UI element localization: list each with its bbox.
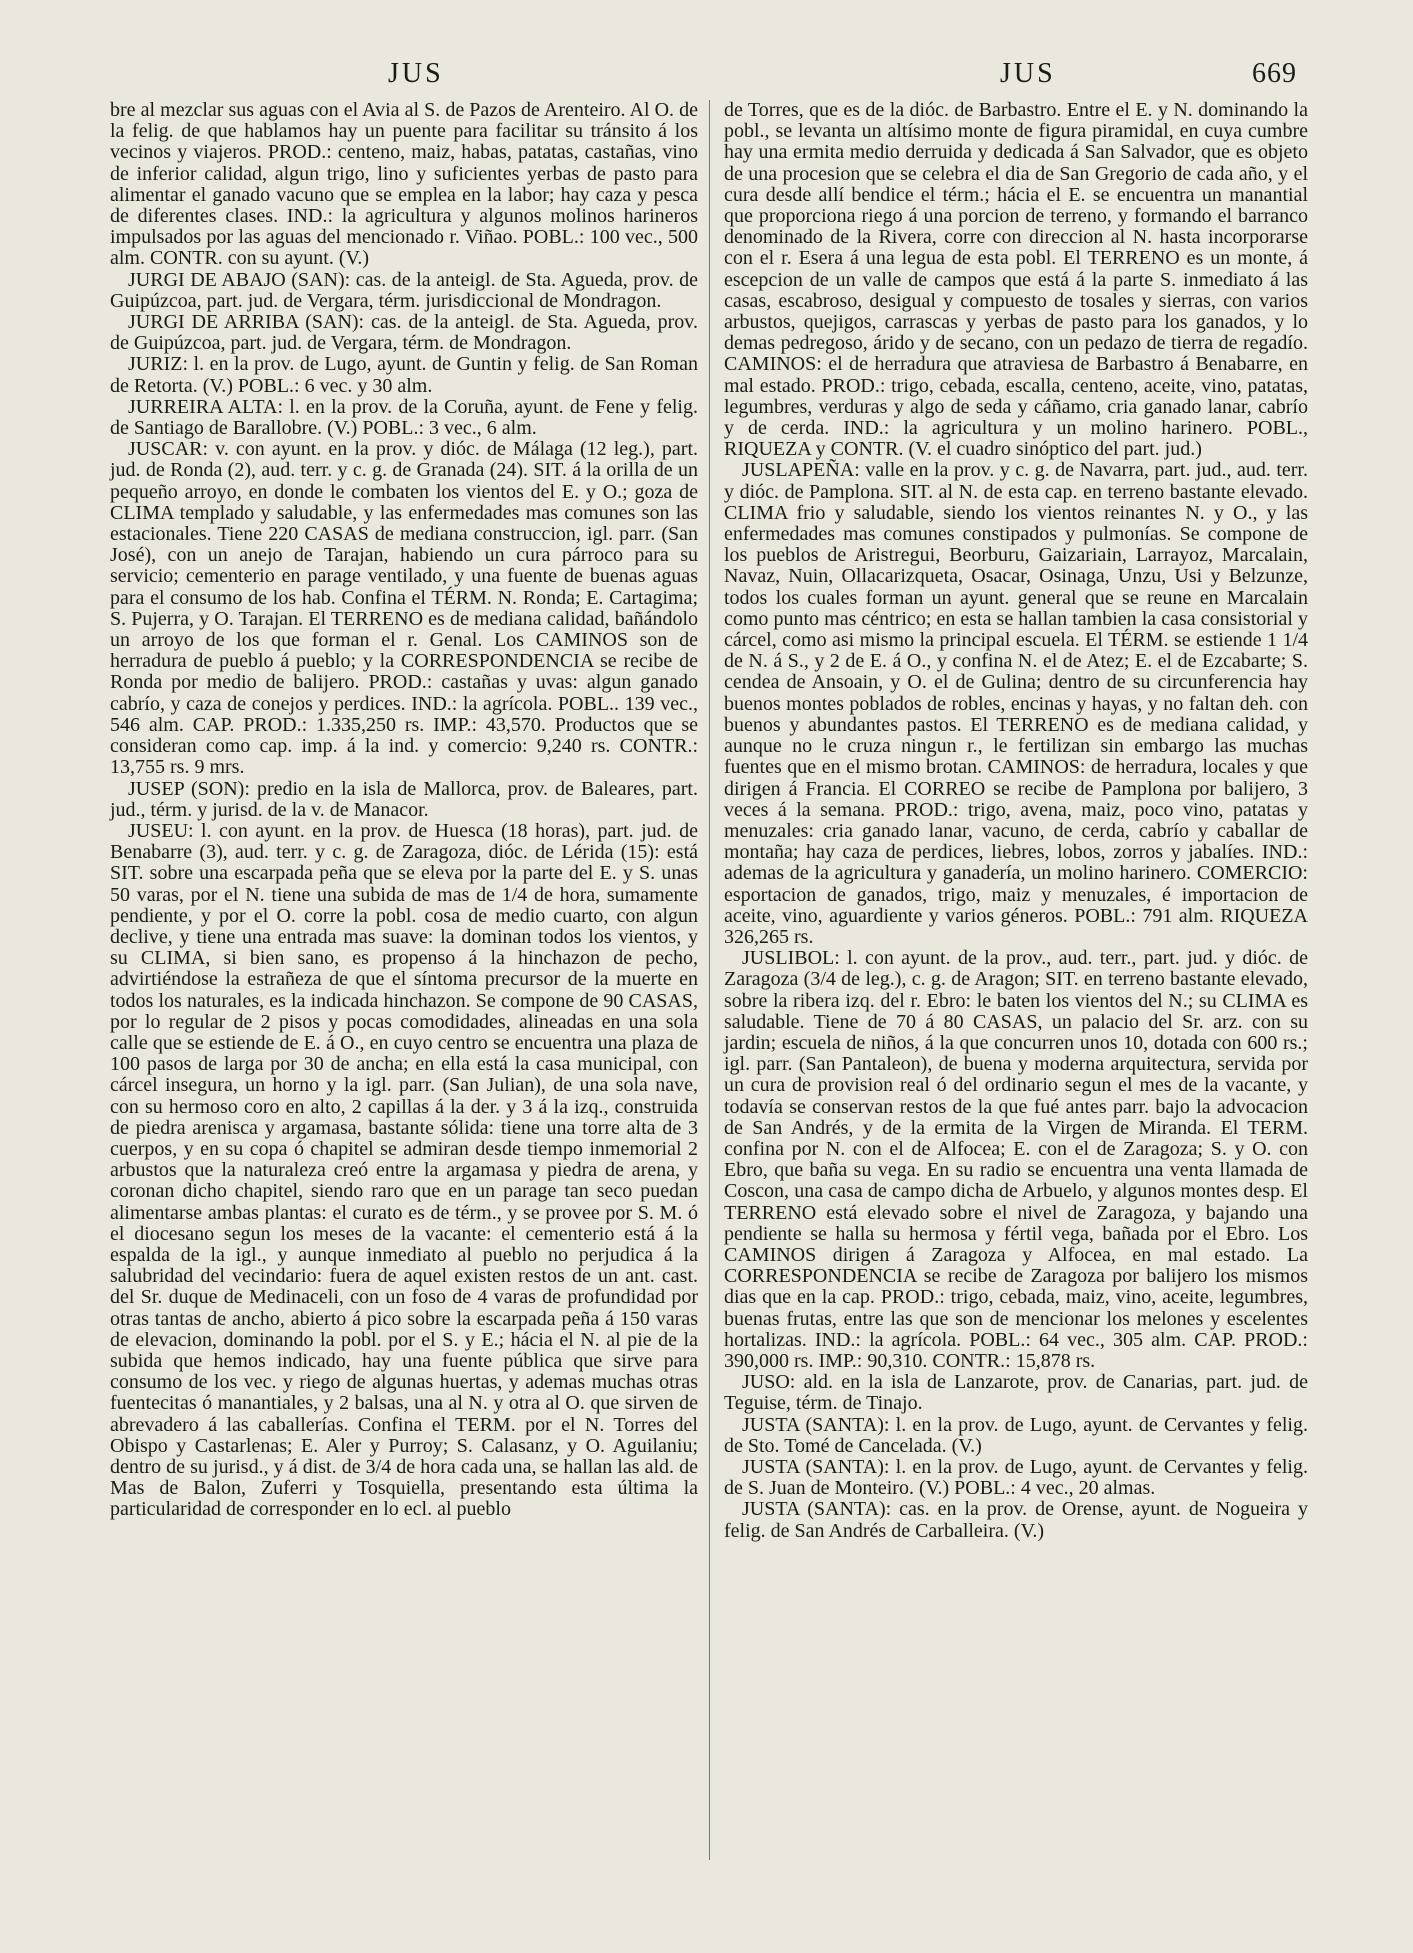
entry-juseu: JUSEU: l. con ayunt. en la prov. de Huesca (18 horas), part. jud. de Benabarre (3), aud. terr. y c. g. de Zaragoza, dióc. de Lérida (15): está SIT. sobre una escarpada peña que se eleva por la parte del E. y S. unas 50 varas, por el N. tiene una subida de mas de 1/4 de hora, sumamente pendiente, y por el O. corre la pobl. cosa de medio cuarto, con algun declive, y tiene una entrada mas suave: la dominan todos los vientos, y su CLIMA, si bien sano, es propenso á la hinchazon de pecho, advirtiéndose la estrañeza de que el síntoma precursor de la muerte en todos los naturales, es la indicada hinchazon. Se compone de 90 CASAS, por lo regular de 2 pisos y pocas comodidades, alineadas en una sola calle que se estiende de E. á O., en cuyo centro se encuentra una plaza de 100 pasos de larga por 30 de ancha; en ella está la casa municipal, con cárcel insegura, un horno y la igl. parr. (San Julian), de una sola nave, con su hermoso coro en alto, 2 capillas á la der. y 3 á la izq., construida de piedra arenisca y argamasa, bastante sólida: tiene una torre alta de 3 cuerpos, y en su copa ó chapitel se admiran desde tiempo inmemorial 2 arbustos que la naturaleza creó entre la argamasa y piedra de arena, y coronan dicho chapitel, siendo raro que en un parage tan seco puedan alimentarse ambas plantas: el curato es de térm., y se provee por S. M. ó el diocesano segun los meses de la vacante: el cementerio está á la espalda de la igl., y aunque inmediato al pueblo no perjudica á la salubridad del vecindario: fuera de aquel existen restos de un ant. cast. del Sr. duque de Medinaceli, con un foso de 4 varas de profundidad por otras tantas de ancho, abierto á pico sobre la escarpada peña á 150 varas de elevacion, dominando la pobl. por el S. y E.; hácia el N. al pie de la subida que hemos indicado, hay una fuente pública que sirve para consumo de los vec. y riego de algunas huertas, y ademas muchas otras fuentecitas ó manantiales, y 2 balsas, una al N. y otra al O. que sirven de abrevadero á las caballerías. Confina el TERM. por el N. Torres del Obispo y Castarlenas; E. Aler y Purroy; S. Calasanz, y O. Aguilaniu; dentro de su jurisd., y á dist. de 3/4 de hora cada una, se hallan las ald. de Mas de Balon, Zuferri y Tosquiella, presentando esta última la particularidad de corresponder en lo ecl. al pueblo [110, 819, 698, 1521]
right-headword: JUS [1000, 58, 1056, 89]
page-number: 669 [1252, 58, 1297, 89]
entry-justa-monteiro: JUSTA (SANTA): l. en la prov. de Lugo, ayunt. de Cervantes y felig. de S. Juan de Monteiro. (V.) POBL.: 4 vec., 20 almas. [724, 1456, 1308, 1500]
running-header [0, 58, 1413, 98]
entry-jurgi-de-arriba: JURGI DE ARRIBA (SAN): cas. de la anteigl. de Sta. Agueda, prov. de Guipúzcoa, part. jud. de Vergara, térm. de Mondragon. [110, 311, 698, 355]
right-column [724, 100, 1308, 1542]
entry-juriz: JURIZ: l. en la prov. de Lugo, ayunt. de Guntin y felig. de San Roman de Retorta. (V.) POBL.: 6 vec. y 30 alm. [110, 353, 698, 397]
entry-jurgi-de-abajo: JURGI DE ABAJO (SAN): cas. de la anteigl. de Sta. Agueda, prov. de Guipúzcoa, part. jud. de Vergara, térm. jurisdiccional de Mondragon. [110, 268, 698, 312]
column-rule [709, 100, 710, 1860]
entry-continuation: bre al mezclar sus aguas con el Avia al S. de Pazos de Arenteiro. Al O. de la felig. de que hablamos hay un puente para facilitar su tránsito á los vecinos y viajeros. PROD.: centeno, maiz, habas, patatas, castañas, vino de inferior calidad, algun trigo, lino y suficientes yerbas de pasto para alimentar el ganado vacuno que se emplea en la labor; hay caza y pesca de diferentes clases. IND.: la agricultura y algunos molinos harineros impulsados por las aguas del mencionado r. Viñao. POBL.: 100 vec., 500 alm. CONTR. con su ayunt. (V.) [110, 99, 698, 270]
entry-justa-carballeira: JUSTA (SANTA): cas. en la prov. de Orense, ayunt. de Nogueira y felig. de San Andrés de Carballeira. (V.) [724, 1498, 1308, 1542]
entry-jurreira-alta: JURREIRA ALTA: l. en la prov. de la Coruña, ayunt. de Fene y felig. de Santiago de Barallobre. (V.) POBL.: 3 vec., 6 alm. [110, 395, 698, 440]
entry-juso: JUSO: ald. en la isla de Lanzarote, prov. de Canarias, part. jud. de Teguise, térm. de Tinajo. [724, 1371, 1308, 1415]
entry-juseu-continuation: de Torres, que es de la dióc. de Barbastro. Entre el E. y N. dominando la pobl., se levanta un altísimo monte de figura piramidal, en cuya cumbre hay una ermita medio derruida y dedicada á San Salvador, que es objeto de una procesion que se celebra el dia de San Gregorio de cada año, y el cura desde allí bendice el térm.; hácia el E. se encuentra un manantial que proporciona riego á una porcion de terreno, y formando el barranco denominado de la Rivera, corre con direccion al N. hasta incorporarse con el r. Esera á una legua de esta pobl. El TERRENO es un monte, á escepcion de un valle de campos que está á la parte S. inmediato á las casas, escabroso, desigual y compuesto de tosales y sierras, con varios arbustos, quejigos, carrascas y yerbas de pasto para los ganados, y lo demas pedregoso, árido y de secano, con un pedazo de tierra de regadío. CAMINOS: el de herradura que atraviesa de Barbastro á Benabarre, en mal estado. PROD.: trigo, cebada, escalla, centeno, aceite, vino, patatas, legumbres, verduras y algo de seda y cáñamo, cria ganado lanar, cabrío y de cerda. IND.: la agricultura y un molino harinero. POBL., RIQUEZA y CONTR. (V. el cuadro sinóptico del part. jud.) [724, 99, 1308, 461]
left-headword: JUS [388, 58, 444, 89]
entry-juslapena: JUSLAPEÑA: valle en la prov. y c. g. de Navarra, part. jud., aud. terr. y dióc. de Pamplona. SIT. al N. de esta cap. en terreno bastante elevado. CLIMA frio y saludable, siendo los vientos reinantes N. y O., y las enfermedades mas comunes constipados y pulmonías. Se compone de los pueblos de Aristregui, Beorburu, Gaizariain, Larrayoz, Marcalain, Navaz, Nuin, Ollacarizqueta, Osacar, Osinaga, Unzu, Usi y Belzunze, todos los cuales forman un ayunt. general que se reune en Marcalain como punto mas céntrico; en esta se hallan tambien la casa consistorial y cárcel, como asi mismo la principal escuela. El TÉRM. se estiende 1 1/4 de N. á S., y 2 de E. á O., y confina N. el de Atez; E. el de Ezcabarte; S. cendea de Ansoain, y O. el de Gulina; dentro de su circunferencia hay buenos montes poblados de robles, encinas y hayas, y no faltan deh. con buenos y abundantes pastos. El TERRENO es de mediana calidad, y aunque no le cruza ningun r., le fertilizan sin embargo las muchas fuentes que en el mismo brotan. CAMINOS: de herradura, locales y que dirigen á Francia. El CORREO se recibe de Pamplona por balijero, 3 veces á la semana. PROD.: trigo, avena, maiz, poco vino, patatas y menuzales: cria ganado lanar, vacuno, de cerda, cabrío y caballar de montaña; hay caza de perdices, liebres, lobos, zorros y jabalíes. IND.: ademas de la agricultura y ganadería, un molino harinero. COMERCIO: esportacion de ganados, trigo, maiz y menuzales, é importacion de aceite, vino, aguardiente y varios géneros. POBL.: 791 alm. RIQUEZA 326,265 rs. [724, 459, 1308, 948]
entry-juscar: JUSCAR: v. con ayunt. en la prov. y dióc. de Málaga (12 leg.), part. jud. de Ronda (2), aud. terr. y c. g. de Granada (24). SIT. á la orilla de un pequeño arroyo, en donde le combaten los vientos del E. y O.; goza de CLIMA templado y saludable, y las enfermedades mas comunes son las estacionales. Tiene 220 CASAS de mediana construccion, igl. parr. (San José), con un anejo de Tarajan, habiendo un cura párroco para su servicio; cementerio en parage ventilado, y una fuente de buenas aguas para el consumo de los hab. Confina el TÉRM. N. Ronda; E. Cartagima; S. Pujerra, y O. Tarajan. El TERRENO es de mediana calidad, bañándolo un arroyo de los que forman el r. Genal. Los CAMINOS son de herradura de pueblo á pueblo; y la CORRESPONDENCIA se recibe de Ronda por medio de balijero. PROD.: castañas y uvas: algun ganado cabrío, y caza de conejos y perdices. IND.: la agrícola. POBL.. 139 vec., 546 alm. CAP. PROD.: 1.335,250 rs. IMP.: 43,570. Productos que se consideran como cap. imp. á la ind. y comercio: 9,240 rs. CONTR.: 13,755 rs. 9 mrs. [110, 438, 698, 779]
left-column [110, 100, 698, 1521]
entry-justa-cancelada: JUSTA (SANTA): l. en la prov. de Lugo, ayunt. de Cervantes y felig. de Sto. Tomé de Cancelada. (V.) [724, 1413, 1308, 1457]
entry-juslibol: JUSLIBOL: l. con ayunt. de la prov., aud. terr., part. jud. y dióc. de Zaragoza (3/4 de leg.), c. g. de Aragon; SIT. en terreno bastante elevado, sobre la ribera izq. del r. Ebro: le baten los vientos del N.; su CLIMA es saludable. Tiene de 70 á 80 CASAS, un palacio del Sr. arz. con su jardin; escuela de niños, á la que concurren unos 10, dotada con 600 rs.; igl. parr. (San Pantaleon), de buena y moderna arquitectura, servida por un cura de provision real ó del ordinario segun el mes de la vacante, y todavía se conservan restos de la que fué antes parr. bajo la advocacion de San Andrés, y de la ermita de la Virgen de Miranda. El TERM. confina por N. con el de Alfocea; E. con el de Zaragoza; S. y O. con Ebro, que baña su vega. En su radio se encuentra una venta llamada de Coscon, una casa de campo dicha de Arbuelo, y algunos montes desp. El TERRENO está elevado sobre el nivel de Zaragoza, y bajando una pendiente se halla su hermosa y fértil vega, bañada por el Ebro. Los CAMINOS dirigen á Zaragoza y Alfocea, en mal estado. La CORRESPONDENCIA se recibe de Zaragoza por balijero los mismos dias que en la cap. PROD.: trigo, cebada, maiz, vino, aceite, legumbres, buenas frutas, entre las que son de mencionar los melones y escelentes hortalizas. IND.: la agrícola. POBL.: 64 vec., 305 alm. CAP. PROD.: 390,000 rs. IMP.: 90,310. CONTR.: 15,878 rs. [724, 947, 1308, 1372]
entry-jusep: JUSEP (SON): predio en la isla de Mallorca, prov. de Baleares, part. jud., térm. y jurisd. de la v. de Manacor. [110, 777, 698, 821]
